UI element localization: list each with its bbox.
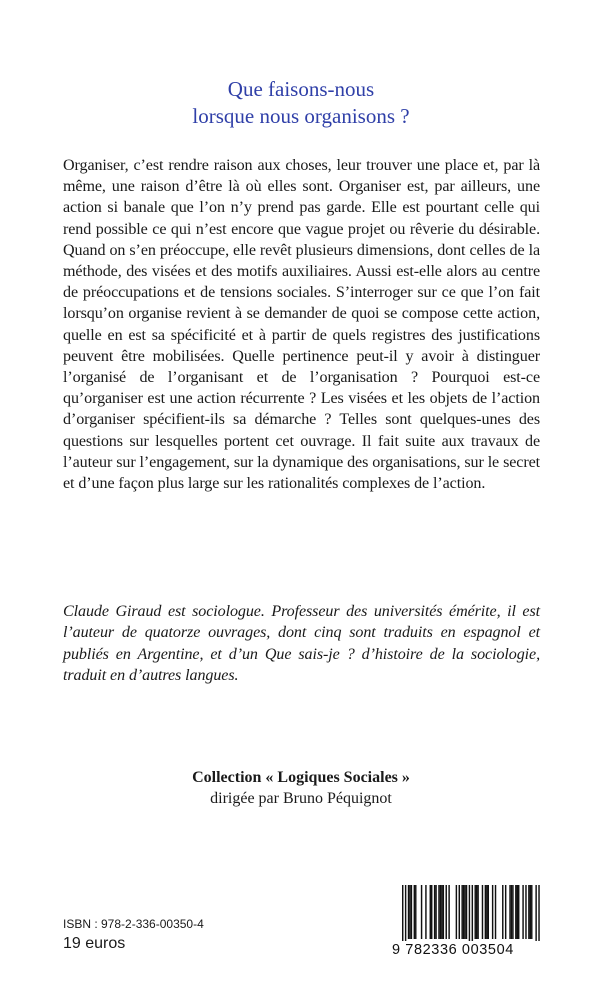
book-title [0,76,602,130]
barcode-bar [414,885,415,939]
barcode-bar [443,885,444,939]
barcode-bar [502,885,503,939]
price: 19 euros [63,935,126,952]
barcode-bar [448,885,449,939]
barcode-bar [431,885,432,939]
barcode-bar [461,885,462,939]
barcode-bar [538,885,539,945]
barcode-bar [525,885,526,939]
barcode-bar [511,885,512,939]
barcode-bar [456,885,457,939]
barcode-bar [411,885,412,939]
title-line-2: lorsque nous organisons ? [192,104,410,128]
barcode-bar [408,885,409,939]
barcode-bar [485,885,486,939]
isbn: ISBN : 978-2-336-00350-4 [63,917,204,931]
collection-director: dirigée par Bruno Péquignot [210,790,392,807]
collection-name: Collection « Logiques Sociales » [192,769,410,786]
barcode-bar [435,885,436,939]
barcode-bar [535,885,536,945]
barcode-bar [477,885,478,939]
barcode-bar [475,885,476,939]
barcode-bar [505,885,506,939]
author-bio: Claude Giraud est sociologue. Professeur des universités émérite, il est l’auteur de quatorze ouvrages, dont cinq sont traduits en espagnol et publiés en Argentine, et d’un Que sais-je ? d’histoire de la sociologie, traduit en d’autres langues. [63,603,540,685]
barcode-bar [415,885,416,939]
barcode-bar [476,885,477,939]
barcode-bar [515,885,516,939]
barcode-bar [472,885,473,945]
barcode-bar [421,885,422,939]
barcode-bar [409,885,410,939]
barcode-bar [463,885,464,939]
barcode-bar [530,885,531,939]
barcode-number: 9 782336 003504 [390,941,552,959]
summary-paragraph: Organiser, c’est rendre raison aux choses, leur trouver une place et, par là même, une raison d’être là où elles sont. Organiser est, par ailleurs, une action si banale que l’on n’y prend pas garde. Elle est pourtant celle qui rend possible ce qui n’est encore que vague projet ou rêverie du désirable. Quand on s’en préoccupe, elle revêt plusieurs dimensions, dont celles de la méthode, des visées et des motifs auxiliaires. Aussi est-elle alors au centre de préoccupations et de tensions sociales. S’interroger sur ce que l’on fait lorsqu’on organise revient à se demander de quoi se compose cette action, quelle en est sa spécificité et à partir de quels registres des justifications peuvent être mobilisées. Quelle pertinence peut-il y avoir à distinguer l’organisé de l’organisant et de l’organisation ? Pourquoi est-ce qu’organiser est une action récurrente ? Les visées et les objets de l’action d’organiser spécifient-ils sa démarche ? Telles sont quelques-unes des questions sur lesquelles portent cet ouvrage. Il fait suite aux travaux de l’auteur sur l’engagement, sur la dynamique des organisations, sur le secret et d’une façon plus large sur les rationalités complexes de l’action. [63,157,540,493]
barcode-bar [522,885,523,939]
barcode-bar [509,885,510,939]
collection-info [0,767,602,809]
barcode-bar [430,885,431,939]
barcode-bar [512,885,513,939]
barcode-bar [531,885,532,939]
barcode-bar [446,885,447,939]
barcode-bar [402,885,403,945]
barcode-bar [517,885,518,939]
barcode-bar [528,885,529,939]
barcode-bar [486,885,487,939]
barcode-bar [434,885,435,939]
barcode-bar [495,885,496,939]
barcode-bar [425,885,426,939]
barcode-bar [464,885,465,939]
barcode-bar [405,885,406,945]
barcode-bar [440,885,441,939]
title-line-1: Que faisons-nous [227,77,375,101]
barcode-bar [469,885,470,945]
barcode-bar [482,885,483,939]
barcode-bar [438,885,439,939]
barcode-bar [492,885,493,939]
barcode-bars [396,885,546,945]
barcode-bar [466,885,467,939]
barcode-bar [518,885,519,939]
barcode-bar [441,885,442,939]
barcode-bar [459,885,460,939]
barcode-bar [488,885,489,939]
